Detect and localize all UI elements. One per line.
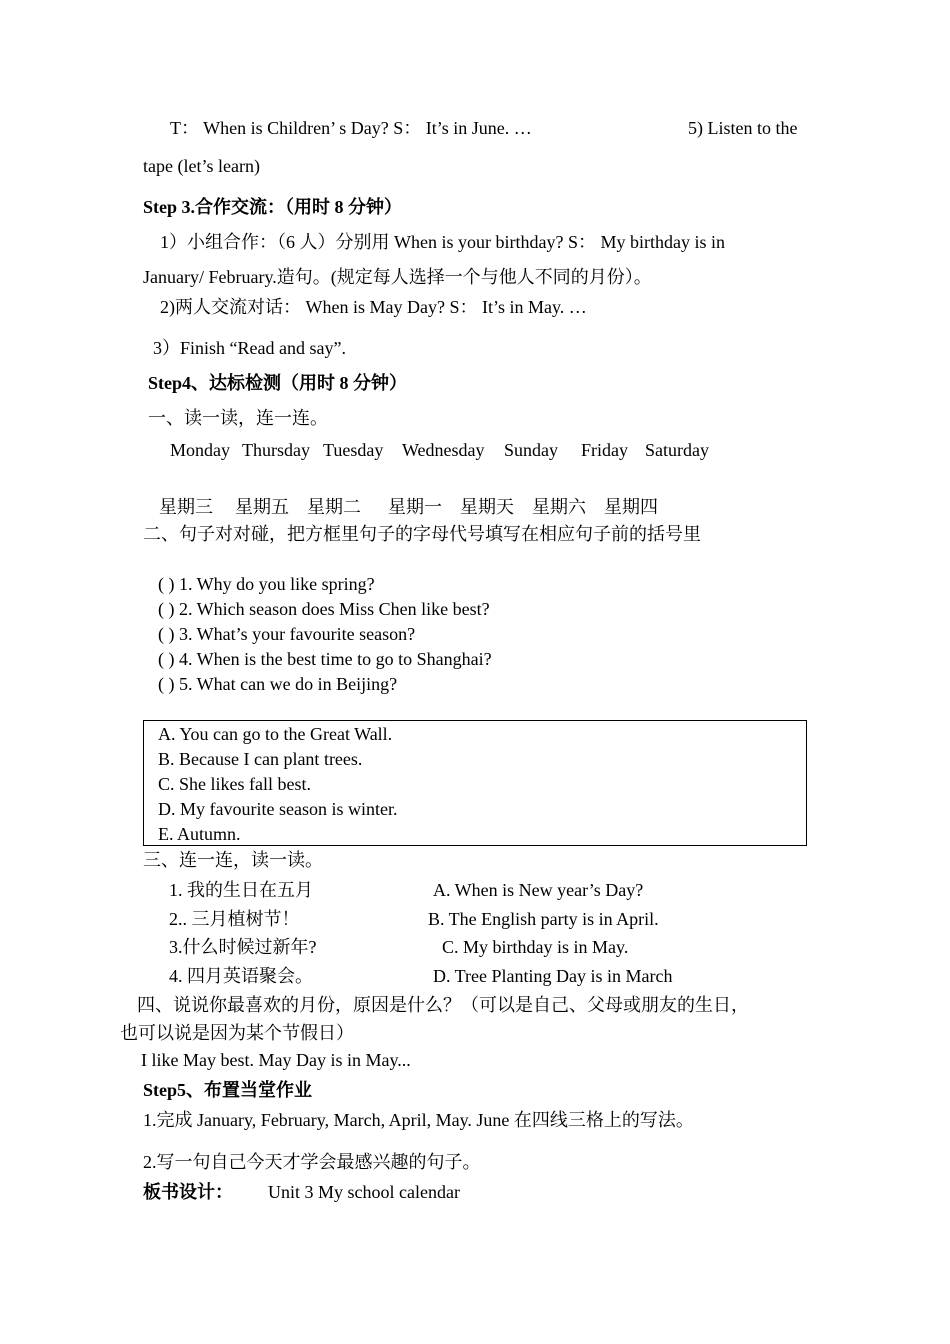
intro-listen: 5) Listen to the bbox=[688, 118, 798, 138]
answer-item: D. My favourite season is winter. bbox=[158, 799, 398, 819]
chinese-day: 星期六 bbox=[532, 497, 586, 517]
match-left-item: 1. 我的生日在五月 bbox=[169, 880, 313, 900]
intro-tape: tape (let’s learn) bbox=[143, 156, 260, 176]
section4-line2: 也可以说是因为某个节假日） bbox=[120, 1023, 354, 1043]
match-right-item: A. When is New year’s Day? bbox=[433, 880, 644, 900]
section2-title: 二、句子对对碰，把方框里句子的字母代号填写在相应句子前的括号里 bbox=[143, 524, 701, 544]
match-left-item: 4. 四月英语聚会。 bbox=[169, 966, 313, 986]
chinese-day: 星期天 bbox=[460, 497, 514, 517]
match-left-item: 3.什么时候过新年? bbox=[169, 937, 317, 957]
answer-item: E. Autumn. bbox=[158, 824, 241, 844]
answer-item: B. Because I can plant trees. bbox=[158, 749, 363, 769]
chinese-day: 星期四 bbox=[604, 497, 658, 517]
english-day: Wednesday bbox=[402, 440, 485, 460]
board-text: Unit 3 My school calendar bbox=[268, 1182, 460, 1202]
section4-line1: 四、说说你最喜欢的月份，原因是什么？（可以是自己、父母或朋友的生日， bbox=[137, 995, 749, 1015]
step5-title: Step5、布置当堂作业 bbox=[143, 1080, 313, 1100]
english-day: Thursday bbox=[242, 440, 310, 460]
match-left-item: 2.. 三月植树节！ bbox=[169, 909, 300, 929]
section4-example: I like May best. May Day is in May... bbox=[141, 1050, 411, 1070]
match-right-item: D. Tree Planting Day is in March bbox=[433, 966, 673, 986]
question-item: ( ) 3. What’s your favourite season? bbox=[158, 624, 416, 644]
board-label: 板书设计： bbox=[143, 1182, 233, 1202]
question-item: ( ) 5. What can we do in Beijing? bbox=[158, 674, 398, 694]
answer-item: C. She likes fall best. bbox=[158, 774, 311, 794]
question-item: ( ) 2. Which season does Miss Chen like best? bbox=[158, 599, 490, 619]
english-day: Sunday bbox=[504, 440, 558, 460]
step4-title: Step4、达标检测（用时 8 分钟） bbox=[148, 373, 408, 393]
step3-item1-b: January/ February.造句。(规定每人选择一个与他人不同的月份）。 bbox=[143, 267, 652, 287]
english-day: Saturday bbox=[645, 440, 709, 460]
chinese-day: 星期五 bbox=[235, 497, 289, 517]
section3-title: 三、连一连，读一读。 bbox=[143, 850, 323, 870]
match-right-item: B. The English party is in April. bbox=[428, 909, 659, 929]
homework-2: 2.写一句自己今天才学会最感兴趣的句子。 bbox=[143, 1152, 481, 1172]
step3-item2: 2)两人交流对话： When is May Day? S： It’s in May. … bbox=[160, 297, 587, 317]
english-day: Tuesday bbox=[323, 440, 384, 460]
intro-dialog: T： When is Children’ s Day? S： It’s in June. … bbox=[170, 118, 532, 138]
section1-title: 一、读一读，连一连。 bbox=[148, 408, 328, 428]
step3-title: Step 3.合作交流：（用时 8 分钟） bbox=[143, 197, 403, 217]
homework-1: 1.完成 January, February, March, April, May. June 在四线三格上的写法。 bbox=[143, 1110, 694, 1130]
chinese-day: 星期一 bbox=[388, 497, 442, 517]
english-day: Monday bbox=[170, 440, 230, 460]
step3-item1-a: 1）小组合作：（6 人）分别用 When is your birthday? S： My birthday is in bbox=[160, 232, 725, 252]
question-item: ( ) 4. When is the best time to go to Shanghai? bbox=[158, 649, 492, 669]
answer-item: A. You can go to the Great Wall. bbox=[158, 724, 393, 744]
step3-item3: 3）Finish “Read and say”. bbox=[153, 338, 346, 358]
english-day: Friday bbox=[581, 440, 628, 460]
chinese-day: 星期二 bbox=[307, 497, 361, 517]
chinese-day: 星期三 bbox=[159, 497, 213, 517]
question-item: ( ) 1. Why do you like spring? bbox=[158, 574, 375, 594]
match-right-item: C. My birthday is in May. bbox=[442, 937, 629, 957]
